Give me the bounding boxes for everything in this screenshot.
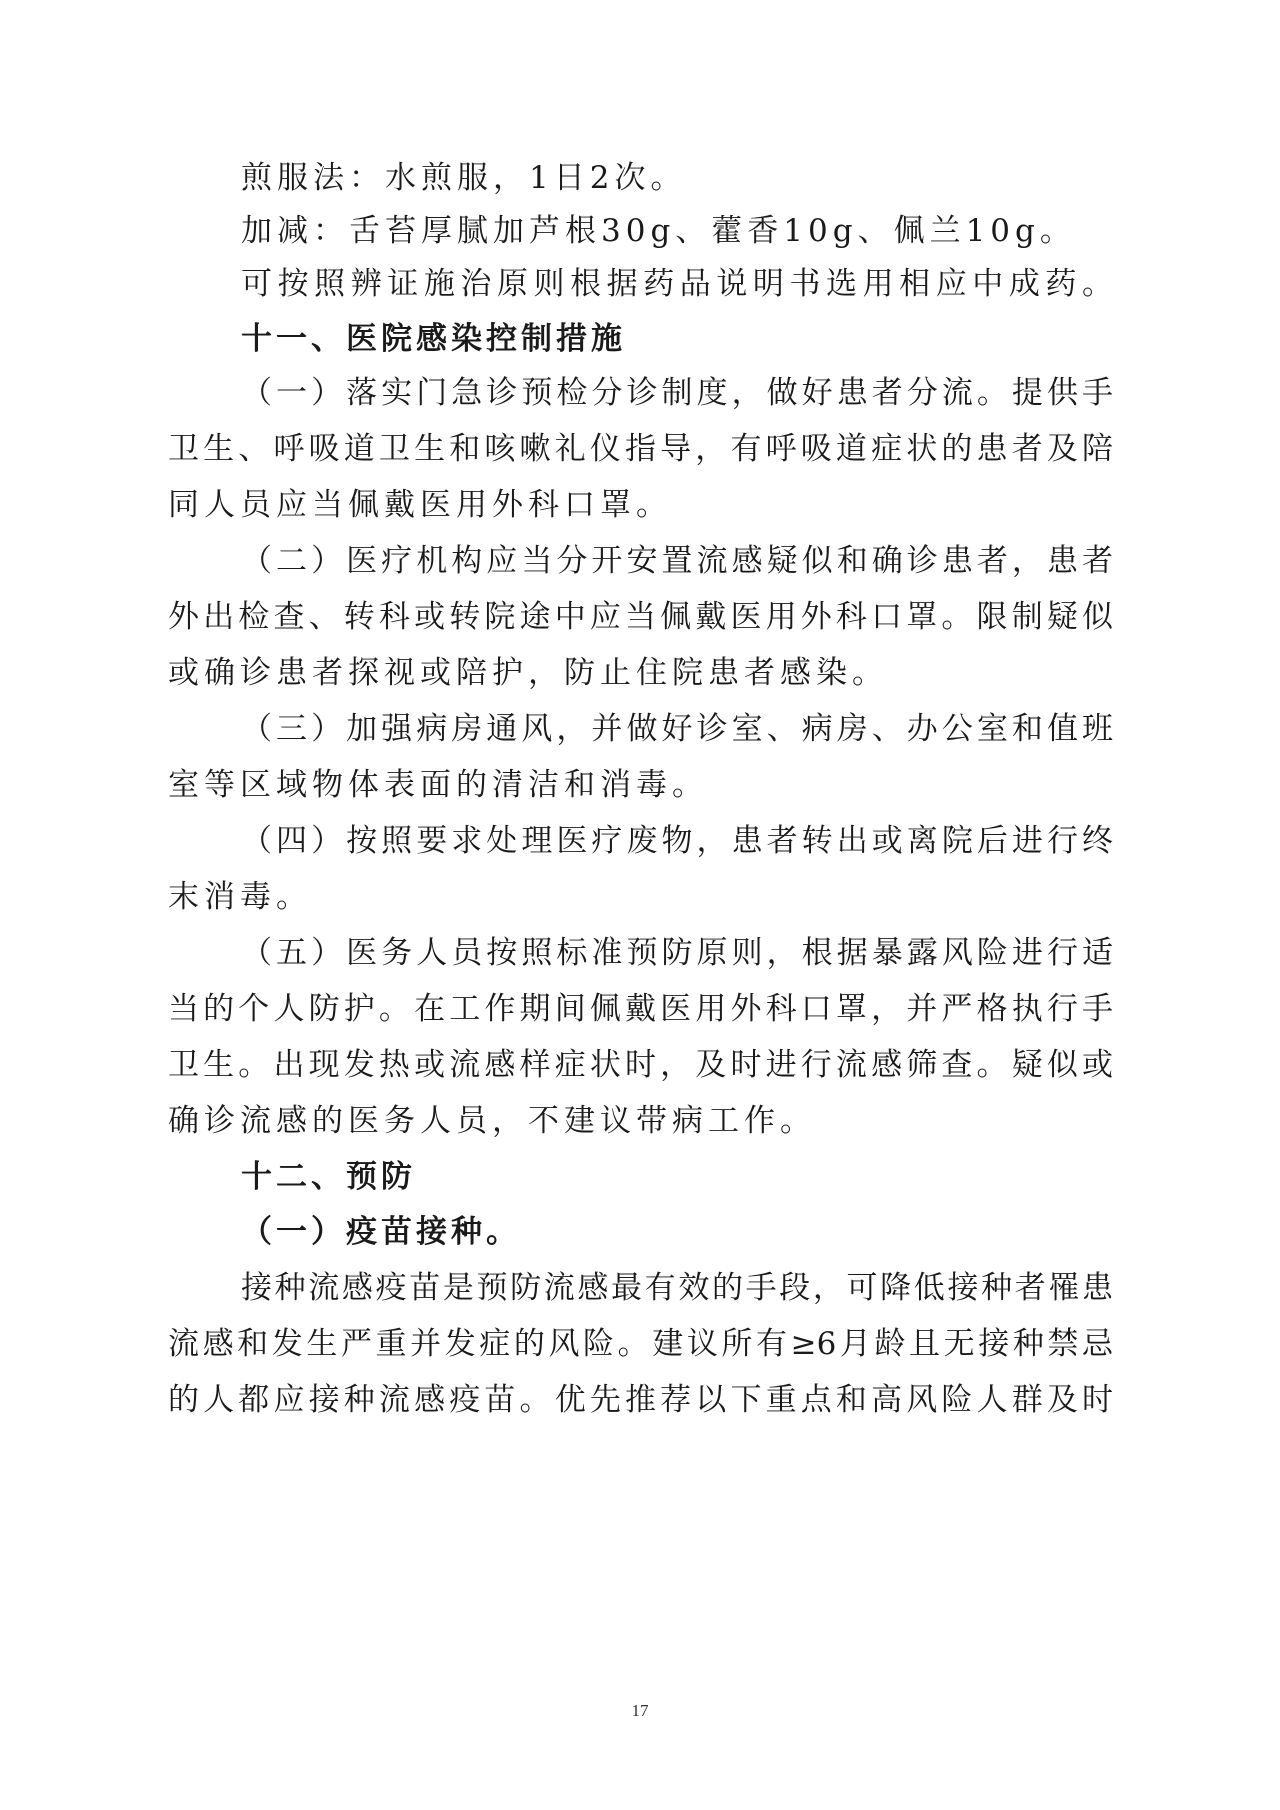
paragraph-4-line-2: 末消毒。: [168, 879, 312, 915]
paragraph-5-line-2: 当的个人防护。在工作期间佩戴医用外科口罩，并严格执行手: [168, 991, 1113, 1027]
paragraph-6-line-1: 接种流感疫苗是预防流感最有效的手段，可降低接种者罹患: [241, 1270, 1113, 1306]
paragraph-1-line-3: 同人员应当佩戴医用外科口罩。: [168, 487, 672, 523]
paragraph-1-line-2: 卫生、呼吸道卫生和咳嗽礼仪指导，有呼吸道症状的患者及陪: [168, 431, 1113, 467]
paragraph-6-line-3: 的人都应接种流感疫苗。优先推荐以下重点和高风险人群及时: [168, 1382, 1113, 1418]
paragraph-2-line-2: 外出检查、转科或转院途中应当佩戴医用外科口罩。限制疑似: [168, 599, 1113, 635]
paragraph-2-line-3: 或确诊患者探视或陪护，防止住院患者感染。: [168, 655, 888, 691]
paragraph-5-line-1: （五）医务人员按照标准预防原则，根据暴露风险进行适: [241, 935, 1113, 971]
paragraph-6-line-2: 流感和发生严重并发症的风险。建议所有≥6月龄且无接种禁忌: [168, 1326, 1113, 1362]
subheading-vaccination: （一）疫苗接种。: [241, 1214, 521, 1250]
paragraph-1-line-1: （一）落实门急诊预检分诊制度，做好患者分流。提供手: [241, 375, 1113, 411]
text-line-decoction-method: 煎服法：水煎服，1日2次。: [241, 160, 687, 196]
paragraph-4-line-1: （四）按照要求处理医疗废物，患者转出或离院后进行终: [241, 823, 1113, 859]
text-line-modification: 加减：舌苔厚腻加芦根30g、藿香10g、佩兰10g。: [241, 213, 1076, 249]
text-line-patent-medicine: 可按照辨证施治原则根据药品说明书选用相应中成药。: [241, 266, 1113, 302]
paragraph-2-line-1: （二）医疗机构应当分开安置流感疑似和确诊患者，患者: [241, 543, 1113, 579]
page-number: 17: [631, 1701, 649, 1720]
paragraph-3-line-1: （三）加强病房通风，并做好诊室、病房、办公室和值班: [241, 711, 1113, 747]
section-heading-prevention: 十二、预防: [241, 1159, 416, 1195]
paragraph-5-line-4: 确诊流感的医务人员，不建议带病工作。: [168, 1103, 816, 1139]
paragraph-3-line-2: 室等区域物体表面的清洁和消毒。: [168, 767, 708, 803]
section-heading-infection-control: 十一、医院感染控制措施: [241, 321, 626, 357]
paragraph-5-line-3: 卫生。出现发热或流感样症状时，及时进行流感筛查。疑似或: [168, 1047, 1113, 1083]
